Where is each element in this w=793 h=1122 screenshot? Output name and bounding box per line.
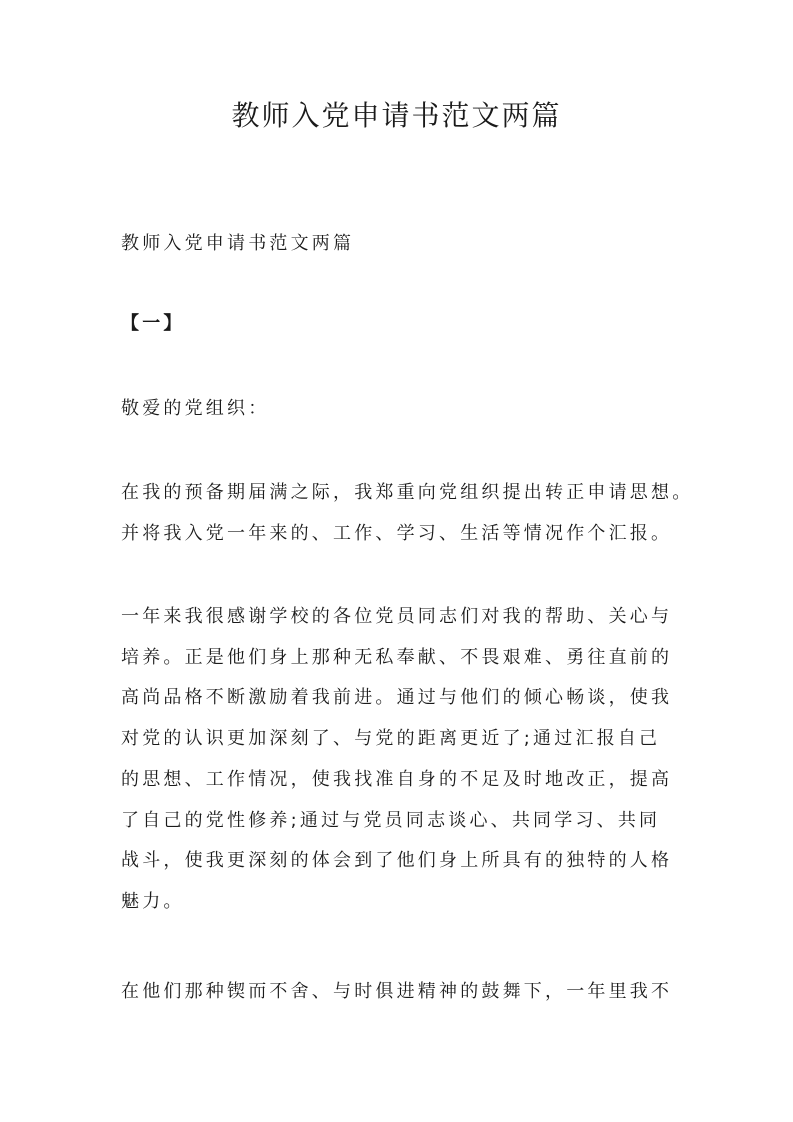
paragraph-2-line: 魅力。 (121, 890, 185, 912)
paragraph-2-line: 的思想、工作情况，使我找准自身的不足及时地改正，提高 (121, 768, 673, 790)
paragraph-1-line-1: 在我的预备期届满之际，我郑重向党组织提出转正申请思想。 (121, 482, 694, 503)
paragraph-2 (121, 597, 681, 923)
paragraph-3-line-1: 在他们那种锲而不舍、与时俱进精神的鼓舞下，一年里我不 (121, 981, 673, 1002)
paragraph-1-line-2: 并将我入党一年来的、工作、学习、生活等情况作个汇报。 (121, 523, 673, 544)
paragraph-2-line: 了自己的党性修养;通过与党员同志谈心、共同学习、共同 (121, 809, 661, 831)
paragraph-2-line: 一年来我很感谢学校的各位党员同志们对我的帮助、关心与 (121, 606, 673, 627)
section-label: 【一】 (121, 313, 185, 334)
paragraph-2-line: 高尚品格不断激励着我前进。通过与他们的倾心畅谈，使我 (121, 687, 673, 709)
document-subtitle: 教师入党申请书范文两篇 (121, 233, 355, 254)
salutation: 敬爱的党组织： (121, 398, 270, 419)
paragraph-2-line: 对党的认识更加深刻了、与党的距离更近了;通过汇报自己 (121, 728, 661, 750)
paragraph-2-line: 战斗，使我更深刻的体会到了他们身上所具有的独特的人格 (121, 850, 673, 872)
document-title: 教师入党申请书范文两篇 (231, 99, 562, 132)
paragraph-2-line: 培养。正是他们身上那种无私奉献、不畏艰难、勇往直前的 (121, 646, 673, 668)
